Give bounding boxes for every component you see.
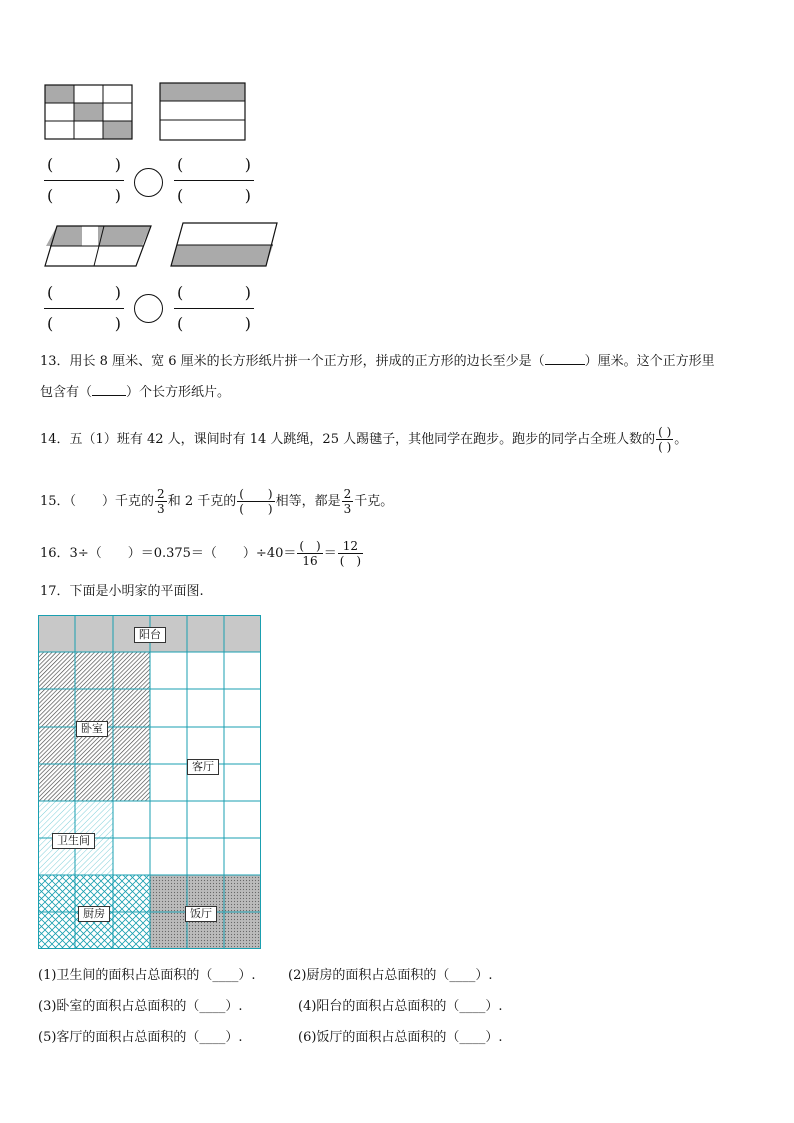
grid-3x3-figure [45, 85, 132, 139]
question-14: 14．五（1）班有 42 人，课间时有 14 人跳绳，25 人踢毽子，其他同学在跑步。跑步的同学占全班人数的 ( ) ( ) 。 [40, 425, 688, 454]
room-label-bedroom: 卧室 [76, 721, 108, 737]
room-label-living: 客厅 [187, 759, 219, 775]
room-label-dining: 饭厅 [185, 906, 217, 922]
answer-fraction[interactable]: 12 ( ) [339, 539, 362, 568]
question-16: 16．3÷（ ）＝0.375＝（ ）÷40＝ ( ) 16 ＝ 12 ( ) [40, 539, 362, 568]
answer-line-6[interactable]: (6)饭厅的面积占总面积的（____）. [298, 1030, 503, 1045]
answer-blank[interactable] [92, 395, 126, 396]
question-17-title: 17．下面是小明家的平面图. [40, 584, 204, 599]
answer-line-1[interactable]: (1)卫生间的面积占总面积的（____）. [38, 968, 256, 983]
answer-fraction[interactable]: ( ) ( ) [239, 487, 273, 516]
answer-line-5[interactable]: (5)客厅的面积占总面积的（____）. [38, 1030, 243, 1045]
answer-blank[interactable] [545, 364, 585, 365]
room-label-bathroom: 卫生间 [52, 833, 95, 849]
answer-line-3[interactable]: (3)卧室的面积占总面积的（____）. [38, 999, 243, 1014]
room-label-balcony: 阳台 [134, 627, 166, 643]
rect-thirds-figure [160, 83, 245, 140]
answer-line-2[interactable]: (2)厨房的面积占总面积的（____）. [288, 968, 493, 983]
answer-fraction[interactable]: ( ) ( ) [658, 425, 672, 454]
question-13-line-1: 13．用长 8 厘米、宽 6 厘米的长方形纸片拼一个正方形，拼成的正方形的边长至少是（ ）厘米。这个正方形里 [40, 354, 715, 369]
answer-line-4[interactable]: (4)阳台的面积占总面积的（____）. [298, 999, 503, 1014]
compare-circle-1[interactable] [134, 168, 163, 197]
floor-plan [38, 615, 263, 952]
compare-circle-2[interactable] [134, 294, 163, 323]
question-15: 15．（ ）千克的 $\frac{2}{3}$ 和 2 千克的 ( ) ( ) 相等，都是 $\frac{2}{3}$ 千克。 [40, 487, 394, 516]
room-label-kitchen: 厨房 [78, 906, 110, 922]
parallelogram-halves-figure [171, 223, 277, 266]
answer-fraction[interactable]: ( ) 16 [299, 539, 321, 568]
parallelogram-quarters-figure [45, 226, 151, 266]
question-13-line-2: 包含有（ ）个长方形纸片。 [40, 385, 231, 400]
